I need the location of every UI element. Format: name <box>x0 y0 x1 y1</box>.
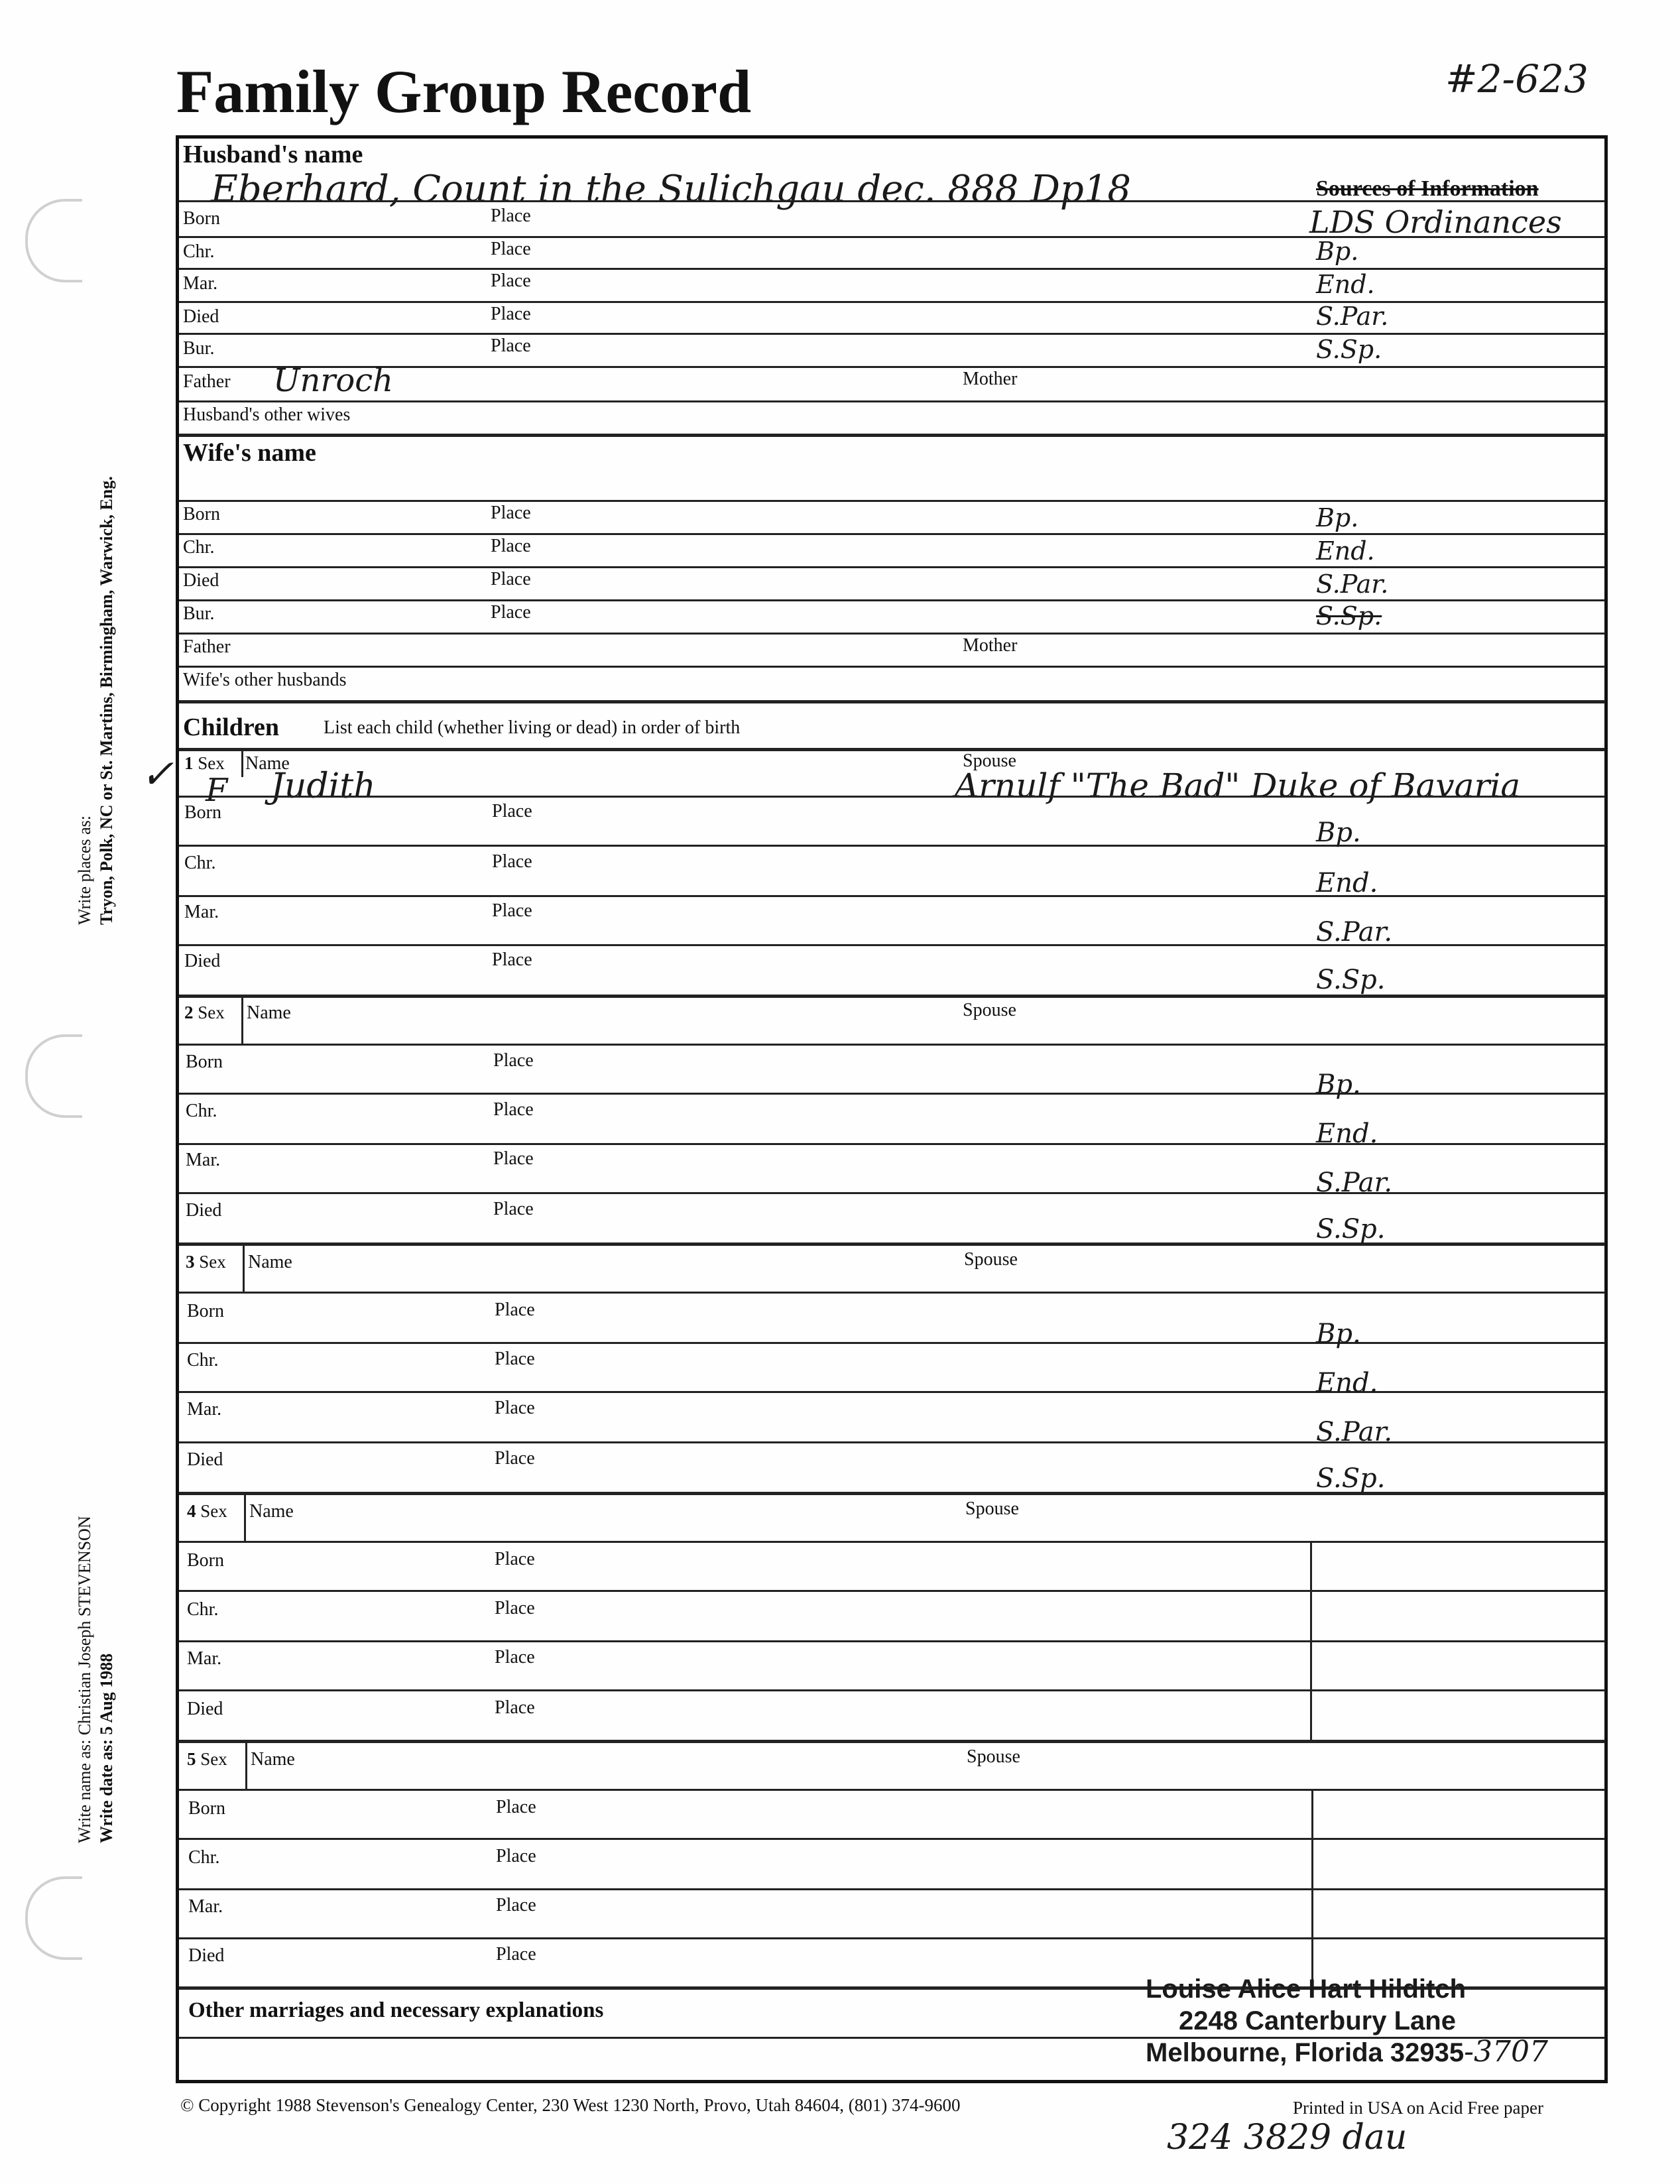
child-3-name-label: Name <box>248 1252 292 1272</box>
rule <box>179 1492 1605 1495</box>
child-5-name-label: Name <box>251 1749 295 1770</box>
rule <box>179 400 1605 402</box>
checkmark: ✓ <box>141 751 174 798</box>
child-1-spouse-label: Spouse <box>963 751 1016 771</box>
husband-other-wives-label: Husband's other wives <box>183 404 351 425</box>
husband-died-label: Died <box>183 306 219 327</box>
rule <box>1310 1541 1312 1740</box>
child-5-mar-label: Mar. <box>188 1896 223 1917</box>
ordinance-bp: Bp. <box>1316 1319 1361 1349</box>
copyright-footer: © Copyright 1988 Stevenson's Genealogy Center, 230 West 1230 North, Provo, Utah 84604, (801) 374-9600 <box>180 2095 961 2115</box>
ordinance-bp: Bp. <box>1316 503 1359 532</box>
child-4-chr-place-label: Place <box>495 1598 535 1618</box>
side-instructions-places: Write places as: Tryon, Polk, NC or St. Martins, Birmingham, Warwick, Eng. <box>75 476 116 925</box>
child-5-chr-place-label: Place <box>496 1846 536 1866</box>
ordinance-spar: S.Par. <box>1316 302 1389 331</box>
punch-hole <box>25 199 82 282</box>
child-4-num-label: 4 Sex <box>187 1501 227 1521</box>
rule <box>179 1093 1605 1095</box>
punch-hole <box>25 1034 82 1118</box>
rule <box>179 1342 1605 1344</box>
child-4-died-place-label: Place <box>495 1697 535 1718</box>
child-3-died-label: Died <box>187 1449 223 1470</box>
husband-born-place-label: Place <box>491 206 531 226</box>
rule <box>179 1838 1605 1840</box>
child-3-chr-place-label: Place <box>495 1349 535 1369</box>
rule <box>179 301 1605 303</box>
ordinance-end: End. <box>1316 1368 1378 1398</box>
form-frame <box>176 135 1608 2083</box>
child-1-born-place-label: Place <box>492 801 532 821</box>
wife-other-husbands-label: Wife's other husbands <box>183 670 347 690</box>
child-4-spouse-label: Spouse <box>965 1498 1019 1519</box>
ordinance-end: End. <box>1316 1119 1378 1149</box>
child-3-spouse-label: Spouse <box>964 1249 1018 1270</box>
child-2-chr-place-label: Place <box>493 1099 534 1120</box>
rule <box>244 1493 246 1541</box>
child-5-mar-place-label: Place <box>496 1895 536 1915</box>
child-5-spouse-label: Spouse <box>967 1746 1020 1767</box>
rule <box>1311 1789 1313 1986</box>
rule <box>243 1244 245 1292</box>
child-1-mar-label: Mar. <box>184 902 219 922</box>
husband-mother-label: Mother <box>963 369 1018 389</box>
child-2-name-label: Name <box>247 1002 291 1023</box>
child-4-born-place-label: Place <box>495 1549 535 1569</box>
child-1-num-label: 1 Sex <box>184 753 225 773</box>
child-2-mar-label: Mar. <box>186 1150 221 1170</box>
wife-father-label: Father <box>183 637 231 657</box>
sources-note: LDS Ordinances <box>1309 204 1562 240</box>
rule <box>179 268 1605 270</box>
wife-bur-place-label: Place <box>491 602 531 623</box>
child-2-mar-place-label: Place <box>493 1148 534 1169</box>
ordinance-bp: Bp. <box>1316 818 1361 848</box>
rule <box>179 333 1605 335</box>
husband-father-label: Father <box>183 371 231 392</box>
child-4-name-label: Name <box>249 1501 294 1522</box>
husband-mar-place-label: Place <box>491 271 531 291</box>
child-1-name-label: Name <box>245 753 290 774</box>
rule <box>179 566 1605 568</box>
rule <box>179 434 1605 437</box>
wife-died-label: Died <box>183 570 219 591</box>
rule <box>179 236 1605 238</box>
child-1-spouse-field[interactable]: Arnulf "The Bad" Duke of Bavaria <box>955 766 1521 805</box>
rule <box>179 995 1605 998</box>
child-3-born-place-label: Place <box>495 1300 535 1320</box>
ordinance-bp: Bp. <box>1316 237 1359 266</box>
rule <box>179 200 1605 202</box>
child-1-died-place-label: Place <box>492 949 532 970</box>
rule <box>179 700 1605 703</box>
rule <box>179 1391 1605 1393</box>
wife-bur-label: Bur. <box>183 603 215 624</box>
rule <box>179 1143 1605 1145</box>
rule <box>179 1640 1605 1642</box>
address-stamp: Louise Alice Hart Hilditch 2248 Canterbury Lane Melbourne, Florida 32935-3707 <box>1146 1974 1548 2069</box>
rule <box>179 599 1605 601</box>
ordinance-ssp: S.Sp. <box>1316 965 1386 995</box>
rule <box>179 1243 1605 1246</box>
child-5-num-label: 5 Sex <box>187 1749 227 1769</box>
husband-heading: Husband's name <box>183 141 363 168</box>
ordinance-spar: S.Par. <box>1316 1168 1393 1198</box>
record-number: #2-623 <box>1445 56 1589 101</box>
wife-born-place-label: Place <box>491 503 531 523</box>
husband-bur-label: Bur. <box>183 338 215 359</box>
ordinance-spar: S.Par. <box>1316 570 1389 599</box>
side-instructions-name: Write name as: Christian Joseph STEVENSON Write date as: 5 Aug 1988 <box>75 1516 116 1843</box>
child-4-mar-label: Mar. <box>187 1648 222 1669</box>
ordinance-ssp: S.Sp. <box>1316 335 1382 364</box>
child-1-name-field[interactable]: Judith <box>270 766 376 806</box>
child-3-num-label: 3 Sex <box>186 1252 226 1272</box>
child-1-chr-place-label: Place <box>492 851 532 872</box>
rule <box>179 1689 1605 1691</box>
rule <box>241 749 243 777</box>
child-2-born-label: Born <box>186 1052 223 1072</box>
children-subheading: List each child (whether living or dead) in order of birth <box>324 717 741 738</box>
wife-heading: Wife's name <box>183 439 316 467</box>
wife-mother-label: Mother <box>963 635 1018 656</box>
ordinance-ssp: S.Sp. <box>1316 1463 1386 1494</box>
child-5-died-label: Died <box>188 1945 225 1966</box>
rule <box>179 1044 1605 1046</box>
child-2-died-place-label: Place <box>493 1199 534 1219</box>
wife-died-place-label: Place <box>491 569 531 589</box>
wife-chr-place-label: Place <box>491 536 531 556</box>
ordinance-end: End. <box>1316 868 1378 898</box>
rule <box>241 996 243 1044</box>
child-3-chr-label: Chr. <box>187 1350 219 1370</box>
rule <box>179 1590 1605 1592</box>
child-5-died-place-label: Place <box>496 1944 536 1965</box>
child-5-chr-label: Chr. <box>188 1847 220 1868</box>
form-title: Family Group Record <box>176 58 752 125</box>
child-2-chr-label: Chr. <box>186 1101 217 1121</box>
punch-hole <box>25 1876 82 1960</box>
husband-name-field[interactable]: Eberhard, Count in the Sulichgau dec. 888 Dp18 <box>211 168 1132 211</box>
wife-born-label: Born <box>183 504 220 524</box>
rule <box>179 533 1605 535</box>
rule <box>179 633 1605 635</box>
rule <box>179 1937 1605 1939</box>
ordinance-spar: S.Par. <box>1316 1417 1393 1447</box>
child-5-born-label: Born <box>188 1798 225 1819</box>
ordinance-spar: S.Par. <box>1316 917 1393 947</box>
child-3-died-place-label: Place <box>495 1448 535 1469</box>
rule <box>179 666 1605 668</box>
husband-born-label: Born <box>183 208 220 229</box>
child-1-sex-field[interactable]: F <box>206 772 228 809</box>
sources-heading: Sources of Information <box>1316 176 1539 201</box>
husband-died-place-label: Place <box>491 304 531 324</box>
rule <box>179 796 1605 798</box>
rule <box>179 895 1605 897</box>
child-4-mar-place-label: Place <box>495 1647 535 1668</box>
child-1-mar-place-label: Place <box>492 900 532 921</box>
rule <box>179 1541 1605 1543</box>
printed-footer: Printed in USA on Acid Free paper <box>1293 2098 1543 2118</box>
child-4-chr-label: Chr. <box>187 1599 219 1620</box>
child-5-born-place-label: Place <box>496 1797 536 1817</box>
child-2-born-place-label: Place <box>493 1050 534 1071</box>
children-heading: Children <box>183 713 280 741</box>
rule <box>179 845 1605 847</box>
child-4-died-label: Died <box>187 1699 223 1719</box>
wife-chr-label: Chr. <box>183 537 215 558</box>
child-1-chr-label: Chr. <box>184 853 216 873</box>
child-1-born-label: Born <box>184 802 221 823</box>
ordinance-ssp: S.Sp. <box>1316 601 1382 631</box>
ordinance-end: End. <box>1316 270 1375 299</box>
rule <box>179 1789 1605 1791</box>
child-1-died-label: Died <box>184 951 221 971</box>
child-2-num-label: 2 Sex <box>184 1002 225 1022</box>
ordinance-end: End. <box>1316 536 1375 566</box>
ordinance-ssp: S.Sp. <box>1316 1214 1386 1244</box>
rule <box>179 1888 1605 1890</box>
rule <box>179 1740 1605 1743</box>
child-3-mar-label: Mar. <box>187 1399 222 1420</box>
child-3-mar-place-label: Place <box>495 1398 535 1418</box>
rule <box>179 1292 1605 1294</box>
rule <box>245 1741 247 1789</box>
ordinance-bp: Bp. <box>1316 1069 1361 1100</box>
child-2-died-label: Died <box>186 1200 222 1221</box>
child-4-born-label: Born <box>187 1550 224 1571</box>
husband-bur-place-label: Place <box>491 335 531 356</box>
rule <box>179 748 1605 751</box>
phone-note: 324 3829 dau <box>1167 2118 1408 2157</box>
husband-father-field[interactable]: Unroch <box>273 362 394 399</box>
other-marriages-heading: Other marriages and necessary explanations <box>188 1998 604 2022</box>
child-2-spouse-label: Spouse <box>963 1000 1016 1020</box>
rule <box>179 500 1605 502</box>
husband-mar-label: Mar. <box>183 273 218 294</box>
husband-chr-label: Chr. <box>183 241 215 262</box>
husband-chr-place-label: Place <box>491 239 531 259</box>
child-3-born-label: Born <box>187 1301 224 1321</box>
